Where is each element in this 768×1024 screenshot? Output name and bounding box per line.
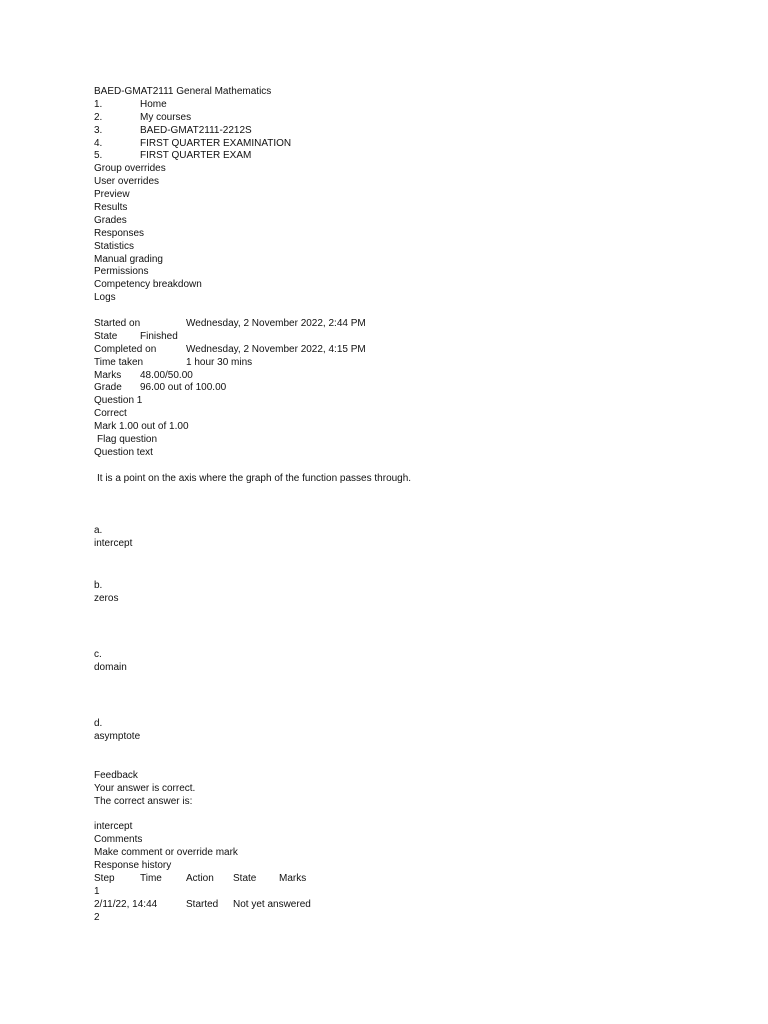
row-action: Started <box>186 898 219 910</box>
option-text[interactable]: zeros <box>94 593 119 605</box>
breadcrumb-link[interactable]: My courses <box>140 111 192 123</box>
summary-started-on <box>94 318 694 331</box>
question-text: It is a point on the axis where the graph of the function passes through. <box>97 472 412 484</box>
summary-value: Wednesday, 2 November 2022, 4:15 PM <box>186 343 366 355</box>
breadcrumb-number: 1. <box>94 98 103 110</box>
summary-label: Started on <box>94 318 141 330</box>
make-comment-link[interactable]: Make comment or override mark <box>94 847 238 859</box>
summary-label: Completed on <box>94 343 157 355</box>
nav-manual-grading[interactable]: Manual grading <box>94 253 163 265</box>
quiz-review-page <box>94 86 694 924</box>
summary-state <box>94 331 694 344</box>
breadcrumb-link[interactable]: FIRST QUARTER EXAMINATION <box>140 137 292 149</box>
breadcrumb-link[interactable]: Home <box>140 98 167 110</box>
question-number: Question 1 <box>94 395 143 407</box>
nav-permissions[interactable]: Permissions <box>94 266 149 278</box>
question-status: Correct <box>94 408 127 420</box>
summary-label: State <box>94 330 118 342</box>
column-header-action: Action <box>186 872 214 884</box>
course-title: BAED-GMAT2111 General Mathematics <box>94 86 272 97</box>
summary-completed-on <box>94 344 694 357</box>
breadcrumb-item-quiz[interactable] <box>94 150 694 163</box>
nav-preview[interactable]: Preview <box>94 189 130 201</box>
answer-option-a[interactable] <box>94 525 694 551</box>
option-letter: b. <box>94 580 103 592</box>
breadcrumb-number: 3. <box>94 124 103 136</box>
row-step: 1 <box>94 885 100 897</box>
answer-option-d[interactable] <box>94 718 694 744</box>
summary-marks <box>94 370 694 383</box>
summary-value: 96.00 out of 100.00 <box>140 382 227 394</box>
row-details <box>94 899 694 912</box>
option-letter: c. <box>94 649 102 661</box>
nav-user-overrides[interactable]: User overrides <box>94 176 160 188</box>
summary-label: Marks <box>94 369 122 381</box>
table-row <box>94 886 694 912</box>
column-header-step: Step <box>94 872 115 884</box>
question-info <box>94 395 694 459</box>
feedback-section <box>94 770 694 834</box>
nav-results[interactable]: Results <box>94 202 128 214</box>
correct-answer: intercept <box>94 821 133 833</box>
feedback-result: Your answer is correct. <box>94 782 196 794</box>
breadcrumb-item-course[interactable] <box>94 125 694 138</box>
question-mark: Mark 1.00 out of 1.00 <box>94 421 189 433</box>
response-history-heading: Response history <box>94 859 172 871</box>
option-letter: a. <box>94 524 103 536</box>
column-header-time: Time <box>140 872 162 884</box>
option-text[interactable]: asymptote <box>94 730 141 742</box>
nav-group-overrides[interactable]: Group overrides <box>94 163 166 175</box>
nav-competency-breakdown[interactable]: Competency breakdown <box>94 279 202 291</box>
summary-value: Finished <box>140 330 178 342</box>
summary-grade <box>94 382 694 395</box>
breadcrumb-number: 2. <box>94 111 103 123</box>
response-history <box>94 860 694 924</box>
comments-heading: Comments <box>94 834 143 846</box>
answer-options <box>94 486 694 744</box>
breadcrumb-link[interactable]: BAED-GMAT2111-2212S <box>140 124 252 136</box>
breadcrumb-link[interactable]: FIRST QUARTER EXAM <box>140 150 252 162</box>
option-text[interactable]: intercept <box>94 537 133 549</box>
row-state: Not yet answered <box>233 898 311 910</box>
summary-value: Wednesday, 2 November 2022, 2:44 PM <box>186 318 366 330</box>
column-header-marks: Marks <box>279 872 307 884</box>
quiz-admin-nav <box>94 163 694 305</box>
nav-statistics[interactable]: Statistics <box>94 240 135 252</box>
feedback-heading: Feedback <box>94 769 138 781</box>
breadcrumb <box>94 99 694 163</box>
option-letter: d. <box>94 717 103 729</box>
answer-option-c[interactable] <box>94 649 694 675</box>
row-time: 2/11/22, 14:44 <box>94 898 158 910</box>
nav-logs[interactable]: Logs <box>94 292 116 304</box>
row-step: 2 <box>94 911 100 923</box>
breadcrumb-item-section[interactable] <box>94 138 694 151</box>
answer-option-b[interactable] <box>94 580 694 606</box>
summary-value: 1 hour 30 mins <box>186 356 253 368</box>
correct-answer-label: The correct answer is: <box>94 795 193 807</box>
breadcrumb-number: 5. <box>94 150 103 162</box>
breadcrumb-item-home[interactable] <box>94 99 694 112</box>
question-text-label: Question text <box>94 446 153 458</box>
summary-value: 48.00/50.00 <box>140 369 193 381</box>
summary-label: Grade <box>94 382 122 394</box>
response-history-header-row <box>94 873 694 886</box>
option-text[interactable]: domain <box>94 662 127 674</box>
nav-responses[interactable]: Responses <box>94 227 145 239</box>
attempt-summary <box>94 318 694 395</box>
nav-grades[interactable]: Grades <box>94 214 127 226</box>
breadcrumb-item-my-courses[interactable] <box>94 112 694 125</box>
summary-time-taken <box>94 357 694 370</box>
summary-label: Time taken <box>94 356 144 368</box>
table-row <box>94 912 694 925</box>
flag-question-button[interactable]: Flag question <box>97 434 158 446</box>
comments-section <box>94 834 694 860</box>
breadcrumb-number: 4. <box>94 137 103 149</box>
column-header-state: State <box>233 872 257 884</box>
